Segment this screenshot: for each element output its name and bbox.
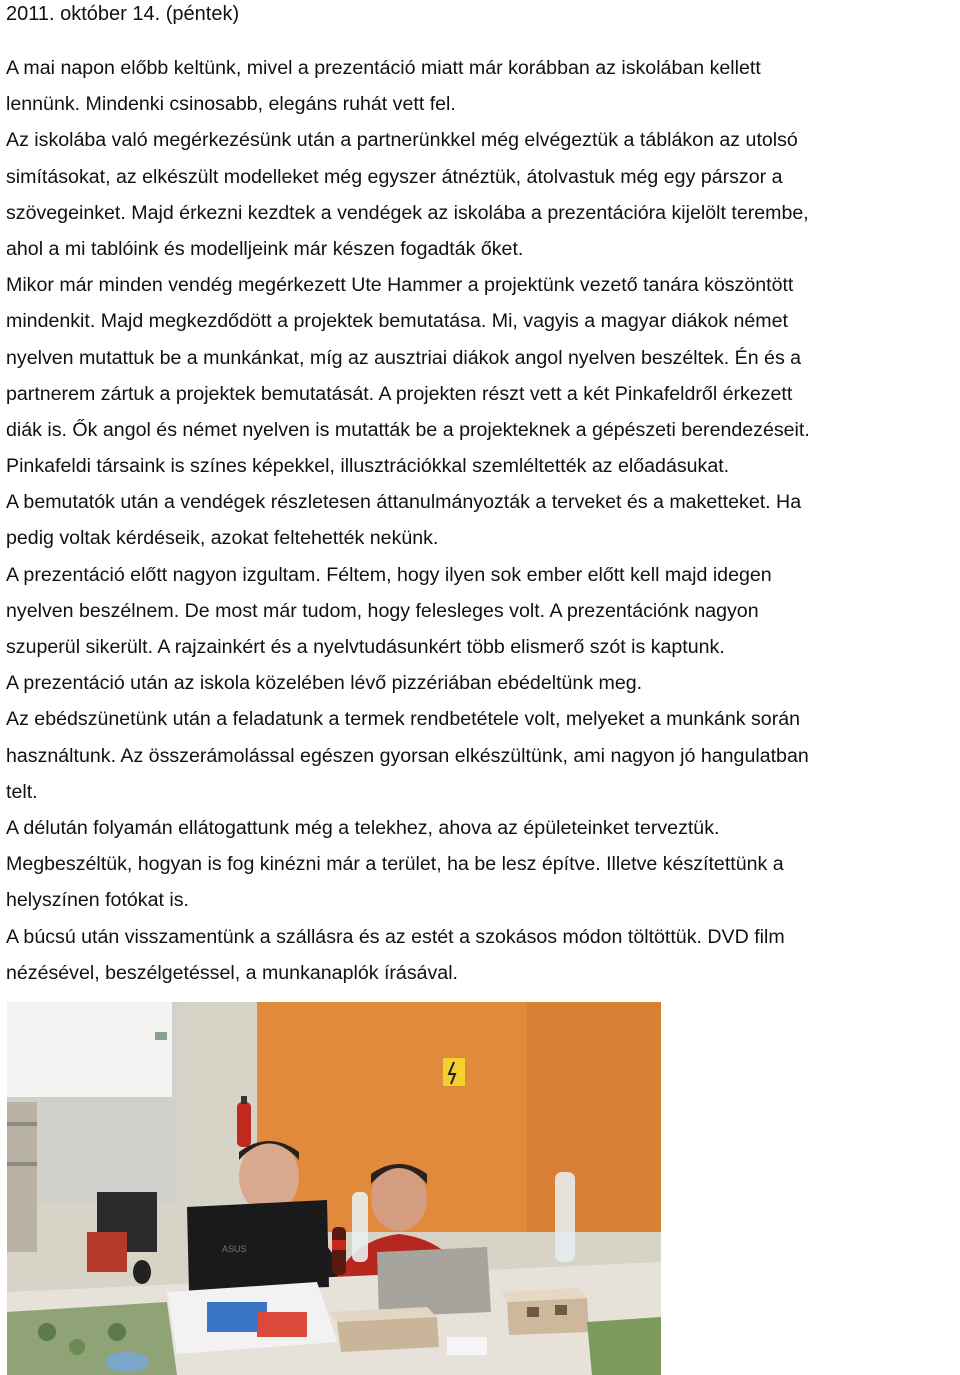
- text-line: telt.: [6, 780, 38, 803]
- text-line: A prezentáció előtt nagyon izgultam. Féltem, hogy ilyen sok ember előtt kell majd idegen: [6, 563, 772, 586]
- text-line: Pinkafeldi társaink is színes képekkel, illusztrációkkal szemléltették az előadásukat.: [6, 455, 730, 478]
- text-line: Az iskolába való megérkezésünk után a partnerünkkel még elvégeztük a táblákon az utolsó: [6, 129, 798, 152]
- text-line: simításokat, az elkészült modelleket még egyszer átnéztük, átolvastuk még egy párszor a: [6, 165, 783, 188]
- text-line: szövegeinket. Majd érkezni kezdtek a vendégek az iskolába a prezentációra kijelölt terembe,: [6, 201, 809, 224]
- laptop-brand-text: ASUS: [222, 1244, 247, 1254]
- text-line: Megbeszéltük, hogyan is fog kinézni már a terület, ha be lesz építve. Illetve készítettünk a: [6, 853, 784, 876]
- text-line: nézésével, beszélgetéssel, a munkanaplók írásával.: [6, 961, 459, 984]
- text-line: mindenkit. Majd megkezdődött a projektek bemutatása. Mi, vagyis a magyar diákok német: [6, 310, 788, 333]
- text-line: A délután folyamán ellátogattunk még a telekhez, ahova az épületeinket terveztük.: [6, 816, 720, 839]
- text-line: lennünk. Mindenki csinosabb, elegáns ruhát vett fel.: [6, 93, 456, 116]
- text-line: használtunk. Az összerámolással egészen gyorsan elkészültünk, ami nagyon jó hangulatban: [6, 744, 809, 767]
- entry-date: 2011. október 14. (péntek): [6, 3, 240, 25]
- text-line: Az ebédszünetünk után a feladatunk a termek rendbetétele volt, melyeket a munkánk során: [6, 708, 801, 731]
- photo-illustration: [7, 1002, 661, 1375]
- text-line: partnerem zártuk a projektek bemutatását. A projekten részt vett a két Pinkafeldről érkezett: [6, 382, 793, 405]
- text-line: diák is. Ők angol és német nyelven is mutatták be a projekteknek a gépészeti berendezéseit.: [6, 418, 810, 441]
- text-line: Mikor már minden vendég megérkezett Ute Hammer a projektünk vezető tanára köszöntött: [6, 274, 794, 297]
- text-line: A bemutatók után a vendégek részletesen áttanulmányozták a terveket és a maketteket. Ha: [6, 491, 802, 514]
- text-line: pedig voltak kérdéseik, azokat feltehették nekünk.: [6, 527, 439, 550]
- text-line: A búcsú után visszamentünk a szállásra és az estét a szokásos módon töltöttük. DVD film: [6, 925, 785, 948]
- entry-body: [6, 50, 958, 991]
- text-line: nyelven mutattuk be a munkánkat, míg az ausztriai diákok angol nyelven beszéltek. Én és a: [6, 346, 802, 369]
- text-line: szuperül sikerült. A rajzainkért és a nyelvtudásunkért több elismerő szót is kaptunk.: [6, 636, 725, 658]
- presentation-photo: [7, 1002, 661, 1375]
- text-line: ahol a mi tablóink és modelljeink már készen fogadták őket.: [6, 237, 524, 260]
- text-line: nyelven beszélnem. De most már tudom, hogy felesleges volt. A prezentációnk nagyon: [6, 599, 759, 622]
- text-line: A mai napon előbb keltünk, mivel a prezentáció miatt már korábban az iskolában kellett: [6, 57, 761, 79]
- text-line: A prezentáció után az iskola közelében lévő pizzériában ebédeltünk meg.: [6, 672, 643, 695]
- text-line: helyszínen fotókat is.: [6, 889, 189, 912]
